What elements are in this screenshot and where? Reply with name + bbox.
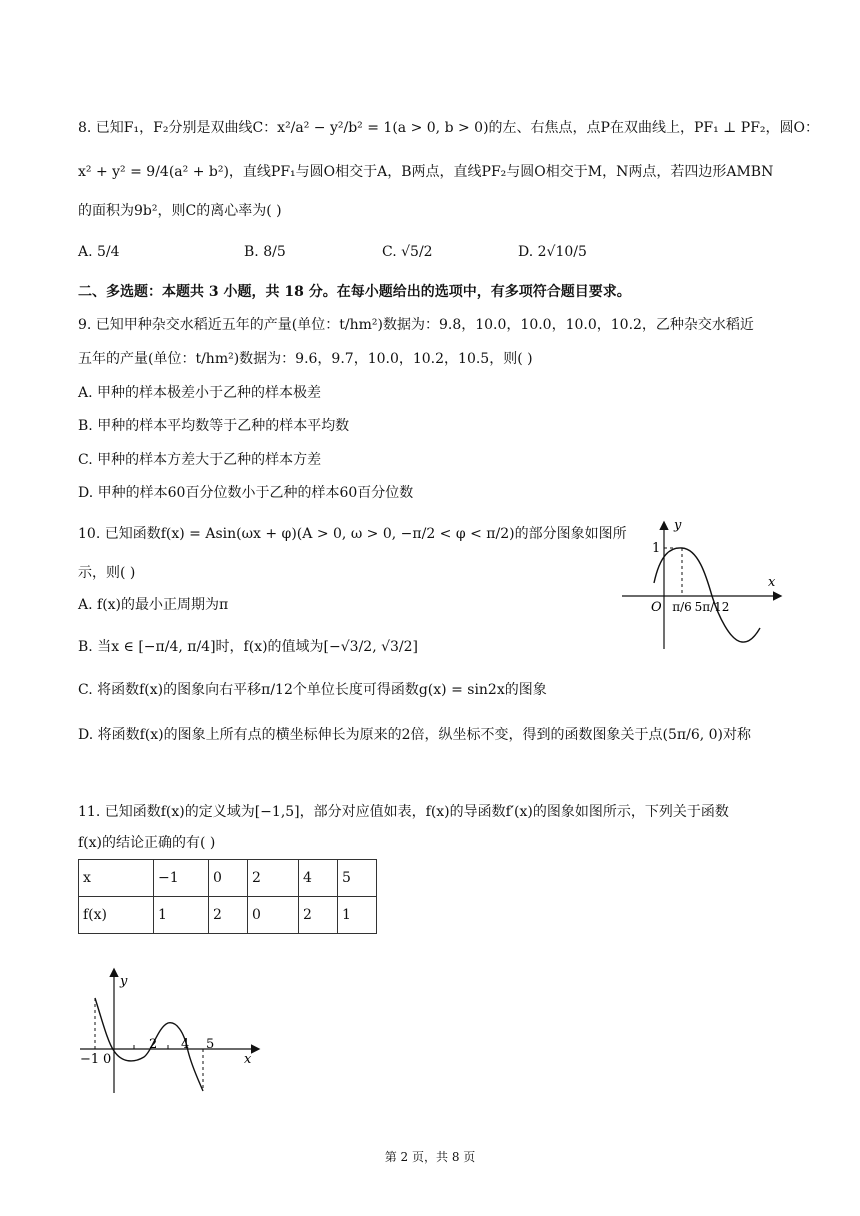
tick-pi-6: π/6 <box>672 600 692 614</box>
table-row <box>79 897 377 934</box>
tick-label-2: 2 <box>149 1037 158 1052</box>
table-cell: 0 <box>248 897 299 934</box>
q10-y-label: y <box>674 518 682 533</box>
q11-x-label: x <box>244 1052 252 1067</box>
tick-label-5: 5 <box>206 1037 215 1052</box>
sine-curve <box>654 548 760 642</box>
q11-line1: 11. 已知函数f(x)的定义域为[−1,5]，部分对应值如表，f(x)的导函数f′(x)的图象如图所示，下列关于函数 <box>78 804 729 820</box>
tick-label-neg1: −1 <box>80 1052 100 1067</box>
section-heading: 二、多选题：本题共 3 小题，共 18 分。在每小题给出的选项中，有多项符合题目要求。 <box>78 284 631 300</box>
page-footer: 第 2 页，共 8 页 <box>384 1150 476 1164</box>
tick-label-4: 4 <box>181 1037 190 1052</box>
table-cell: 1 <box>154 897 209 934</box>
q9-line2: 五年的产量(单位：t/hm²)数据为：9.6，9.7，10.0，10.2，10.5，则( ) <box>78 351 533 367</box>
q10-option-d: D. 将函数f(x)的图象上所有点的横坐标伸长为原来的2倍，纵坐标不变，得到的函数图象关于点(5π/6, 0)对称 <box>78 727 751 743</box>
q9-option-c: C. 甲种的样本方差大于乙种的样本方差 <box>78 452 322 468</box>
table-cell: f(x) <box>79 897 154 934</box>
q10-option-a: A. f(x)的最小正周期为π <box>78 597 229 613</box>
q8-option-c: C. √5/2 <box>382 244 433 260</box>
table-cell: 4 <box>299 860 338 897</box>
q9-option-b: B. 甲种的样本平均数等于乙种的样本平均数 <box>78 418 350 434</box>
table-cell: 5 <box>338 860 377 897</box>
q8-line1: 8. 已知F₁，F₂分别是双曲线C：x²/a² − y²/b² = 1(a > 0, b > 0)的左、右焦点，点P在双曲线上，PF₁ ⊥ PF₂，圆O： <box>78 120 820 136</box>
q9-option-d: D. 甲种的样本60百分位数小于乙种的样本60百分位数 <box>78 485 414 501</box>
max-label: 1 <box>652 541 661 556</box>
q8-options <box>78 240 798 268</box>
q8-line3: 的面积为9b²，则C的离心率为( ) <box>78 203 282 219</box>
q8-option-d: D. 2√10/5 <box>518 244 587 260</box>
q10-line2: 示，则( ) <box>78 565 136 581</box>
q10-sine-graph <box>618 515 788 655</box>
tick-5pi-12: 5π/12 <box>694 600 730 614</box>
q8-option-b: B. 8/5 <box>244 244 286 260</box>
q8-line2: x² + y² = 9/4(a² + b²)，直线PF₁与圆O相交于A，B两点，直线PF₂与圆O相交于M，N两点，若四边形AMBN <box>78 164 774 180</box>
table-cell: 1 <box>338 897 377 934</box>
table-cell: x <box>79 860 154 897</box>
q9-option-a: A. 甲种的样本极差小于乙种的样本极差 <box>78 385 322 401</box>
q11-derivative-graph <box>78 965 268 1095</box>
table-cell: −1 <box>154 860 209 897</box>
table-cell: 2 <box>209 897 248 934</box>
table-cell: 0 <box>209 860 248 897</box>
tick-label-0: 0 <box>103 1052 112 1067</box>
table-row <box>79 860 377 897</box>
q10-line1: 10. 已知函数f(x) = Asin(ωx + φ)(A > 0, ω > 0, −π/2 < φ < π/2)的部分图象如图所 <box>78 526 627 542</box>
q10-x-label: x <box>768 575 776 590</box>
table-cell: 2 <box>299 897 338 934</box>
q11-y-label: y <box>120 974 128 989</box>
table-cell: 2 <box>248 860 299 897</box>
value-table <box>78 859 377 934</box>
q10-option-c: C. 将函数f(x)的图象向右平移π/12个单位长度可得函数g(x) = sin2x的图象 <box>78 682 547 698</box>
origin-label: O <box>651 600 662 615</box>
q11-line2: f(x)的结论正确的有( ) <box>78 835 216 851</box>
q10-option-b: B. 当x ∈ [−π/4, π/4]时，f(x)的值域为[−√3/2, √3/2] <box>78 639 419 655</box>
q9-line1: 9. 已知甲种杂交水稻近五年的产量(单位：t/hm²)数据为：9.8，10.0，10.0，10.0，10.2，乙种杂交水稻近 <box>78 317 754 333</box>
q8-option-a: A. 5/4 <box>78 244 120 260</box>
